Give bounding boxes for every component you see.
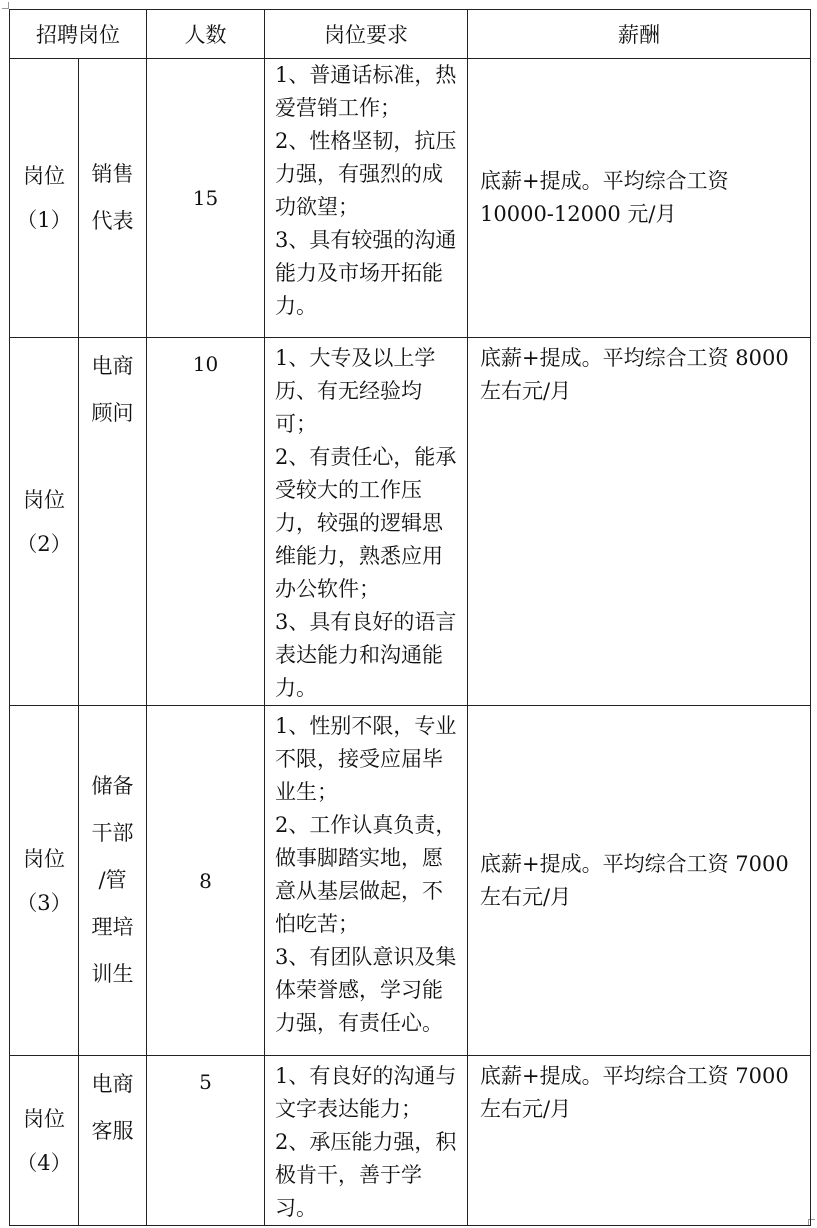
salary-cell: 底薪+提成。平均综合工资 8000 左右元/月 xyxy=(468,338,811,706)
table-row xyxy=(10,59,811,338)
position-cell: 岗位 （1） xyxy=(10,59,79,338)
salary-cell: 底薪+提成。平均综合工资 10000-12000 元/月 xyxy=(468,59,811,338)
role-cell: 电商 客服 xyxy=(79,1056,147,1226)
salary-cell: 底薪+提成。平均综合工资 7000 左右元/月 xyxy=(468,706,811,1056)
page-corner-mark xyxy=(2,2,9,9)
header-salary: 薪酬 xyxy=(468,10,811,59)
count-cell: 15 xyxy=(147,59,265,338)
role-cell: 储备 干部 /管 理培 训生 xyxy=(79,706,147,1056)
recruitment-table xyxy=(9,9,811,1226)
position-cell: 岗位 （2） xyxy=(10,338,79,706)
position-cell: 岗位 （4） xyxy=(10,1056,79,1226)
role-cell: 销售 代表 xyxy=(79,59,147,338)
header-requirements: 岗位要求 xyxy=(265,10,468,59)
requirements-cell: 1、性别不限，专业 不限，接受应届毕 业生； 2、工作认真负责， 做事脚踏实地，愿 意从基层做起，不 怕吃苦； 3、有团队意识及集 体荣誉感，学习能 力强，有责任心。 xyxy=(265,706,468,1056)
count-cell: 8 xyxy=(147,706,265,1056)
requirements-cell: 1、大专及以上学 历、有无经验均可； 2、有责任心，能承 受较大的工作压 力，较强的逻辑思 维能力，熟悉应用 办公软件； 3、具有良好的语言 表达能力和沟通能 力。 xyxy=(265,338,468,706)
salary-cell: 底薪+提成。平均综合工资 7000 左右元/月 xyxy=(468,1056,811,1226)
position-cell: 岗位 （3） xyxy=(10,706,79,1056)
table-row xyxy=(10,1056,811,1226)
table-row xyxy=(10,338,811,706)
table-row xyxy=(10,706,811,1056)
header-count: 人数 xyxy=(147,10,265,59)
requirements-cell: 1、有良好的沟通与 文字表达能力； 2、承压能力强，积 极肯干，善于学习。 xyxy=(265,1056,468,1226)
count-cell: 5 xyxy=(147,1056,265,1226)
requirements-cell: 1、普通话标准，热 爱营销工作； 2、性格坚韧，抗压 力强，有强烈的成 功欲望； 3、具有较强的沟通 能力及市场开拓能 力。 xyxy=(265,59,468,338)
count-cell: 10 xyxy=(147,338,265,706)
header-position: 招聘岗位 xyxy=(10,10,147,59)
table-header-row xyxy=(10,10,811,59)
role-cell: 电商 顾问 xyxy=(79,338,147,706)
